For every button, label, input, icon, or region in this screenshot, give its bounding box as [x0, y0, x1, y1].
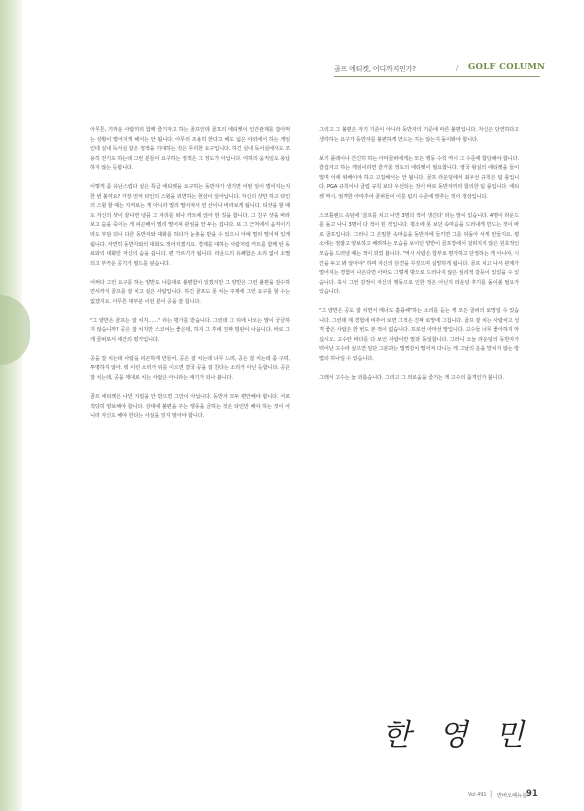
footer-magazine: 반버오페뉴실 [497, 793, 528, 799]
paragraph: 어쩌다 그런 요구를 하는 양반도 나름대로 불편함이 있겠지만 그 양반은 그런 불편을 감수하면서까지 골프를 잘 치고 싶은 사람입니다. 하긴 골프도 못 치는 주제에 그런 요구를 할 수는 없겠지요. 아무튼 대부분 이런 분이 공을 잘 칩니다. [90, 279, 290, 305]
paragraph: 아무튼, 기까운 사람끼리 함께 즐기자고 하는 골프인데 골프의 에티켓이 인간관계를 잡아먹는 상황이 벌어지게 해서는 안 됩니다. 아무리 조용히 한다고 해도 넓은 야외에서 하는 게임인데 실내 독서실 같은 정적을 기대하는 것은 무리한 요구입니다. 하긴 실내 독서실에서도 조용히 걷기도 하는데 그런 분들이 요구하는 정적은 그 정도가 아닙니다. 여하의 움직임도 용납하지 않는 듯합니다. [90, 127, 290, 172]
paragraph: "그 양반은 골프는 잘 치지……" 라는 평가를 받습니다. 그런데 그 뒤에 나오는 말이 궁금하지 않습니까? 공은 잘 치지만 스코어는 좋은데, 하지 그 후에 진짜 평판이 나옵니다. 바로 그게 골퍼로서 세간의 평가입니다. [90, 317, 290, 343]
footer-volume: Vol.491 [468, 792, 487, 798]
page-number: 91 [526, 789, 538, 799]
column-header-label: GOLF COLUMN [468, 62, 546, 72]
author-signature: 한 영 민 [382, 718, 534, 753]
paragraph: 공을 잘 치는데 사람을 피곤하게 만들어, 공은 잘 치는데 너무 느려, 공은 잘 치는데 좀 구려, 투명하지 않아. 뭐 이런 소리가 뒤를 이으면 결국 공을 잘 친다는 소리가 아닌 듯합니다. 공은 잘 치는데, 공을 제대로 치는 사람은 아니라는 얘기가 되나 봅니다. [90, 355, 290, 382]
paragraph: 이렇게 좀 유난스럽다 싶은 특급 에티켓을 요구하는 동반자가 생기면 어떤 일이 벌어지는지 한 번 볼까요? 가장 먼저 타인의 스윙을 외면하는 현상이 일어납니다. 자신의 샷만 하고 타인의 스윙 할 때는 지켜보는 게 아니라 멀리 떨어져서 먼 산이나 바라보게 됩니다. 티샷을 할 때도 자신의 샷이 끝나면 냉큼 그 자리를 떠나 카트에 앉아 딴 짓을 합니다. 그 친구 샷을 바라보고 숨을 죽이는 게 피곤해서 멀리 떨어져 관심을 안 두는 겁니다. 또 그 근처에서 움직이기라도 부담 되니 다른 동반자와 대화를 하다가 눈총을 받을 수 있으니 아예 멀리 떨어져 있게 됩니다. 자연히 동반자와의 대화도 적어지겠지요. 경계를 대하는 사람처럼 카트를 함께 탄 동료와의 대화만 자신의 숨을 쉽니다. 편 가르기가 됩니다. 라운드의 유쾌함은 소리 없이 소멸되고 부카운 공기가 필드를 덮습니다. [90, 184, 290, 267]
paragraph: "그 양반은 공도 잘 치면서 매너도 훌륭해"하는 소리를 듣는 게 모든 골퍼의 로망일 수 있습니다. 그런데 제 경험에 비추어 보면 그것은 진짜 로망에 그칩니다. 골프 잘 치는 사람치고 성격 좋은 사람은 한 번도 본 적이 없습니다. 프로선 아마선 말입니다. 고수들 너무 좋아하지 마십시오. 고수란 바다를 다 보인 사람이란 말과 동일합니다. 그러니 오늘 라운딩의 동반자가 뛰어난 고수라 싶으면 일단 그분과는 멀찍감치 떨어져 다니는 게 그날의 운을 망치지 않는 방법의 하나일 수 있습니다. [319, 308, 519, 362]
header-rule [334, 76, 540, 77]
column-header-title: 골프 에티켓, 어디까지인가? [334, 65, 416, 73]
paragraph: 그리고 그 불편은 자기 기준이 아니라 동반자의 기준에 따른 불편입니다. 자신은 당연하다고 생각하는 요구가 동반자를 불편하게 만드는 지는 않는지 돌이봐야 합니다. [319, 127, 519, 143]
paragraph: 골프 에티켓은 나만 지킬을 안 받으면 그만이 아닙니다. 동반자 모두 편안해야 합니다. 서로 적당히 양보해야 합니다. 상대에 불편을 주는 행동을 금하는 것은 타인만 해야 하는 것이 아니라 자신도 해야 한다는 사실을 잊지 말아야 합니다. [90, 394, 290, 420]
right-text-column [319, 126, 519, 393]
paragraph: 보기 플레이나 간신히 하는 아마골퍼에게는 모든 행동 수칙 역시 그 수준에 합당해야 합니다. 즐겁자고 하는 게임이라면 즐거울 정도의 에티켓이 필요합니다. 영국 왕실의 에티켓을 들이밀며 이에 위배이야 하고 고집해서는 안 됩니다. 골프 라운딩에서 최우선 규칙은 팀 룰입니다. PGA 규칙이나 클럽 규칙 보다 우선되는 것이 바로 동반자끼리 합의한 팀 룰입니다. 에티켓 역시, 엄격한 아마추어 골퍼들이 이룬 팀의 수준에 맞추는 것이 정상입니다. [319, 155, 519, 200]
column-header-separator: / [456, 64, 459, 72]
left-text-column [90, 126, 290, 431]
left-edge-decoration [0, 0, 22, 811]
paragraph: 스코틀랜드 속담에 '골프를 치고 나면 3명의 적이 생긴다' 라는 말이 있습니다. 4명이 라운드를 돌고 나니 3명이 다 적이 된 것입니다. 평소에 못 보던 속마음을 드러내게 만드는 것이 바로 골프입니다. 그러니 그 은밀한 속마음을 동반자에 들키면 그를 뒤돌아 서게 만들지요. 평소에는 점잖고 양보하고 배려하는 모습을 보이던 양반이 골프장에서 걸려지지 않은 원초적인 모습을 드러낼 때는 적이 되었 봅니다. "역시 사람은 함부로 평가하고 단정하는 게 아니야, 시간을 두고 봐 알아야" 하며 자신의 단견을 꾸짖으며 실망하게 됩니다. 골프 치고 나서 관계가 멀어지는 경험이 나온다면 아마도 그렇게 밖으로 드러나지 않은 심리적 갈등이 있었을 수 있습니다. 혹시 그런 감정이 자신의 행동으로 인한 것은 아닌지 라운딩 후기를 돌이볼 필요가 있습니다. [319, 212, 519, 296]
paragraph: 그래서 고수는 늘 외롭습니다. 그리고 그 외로움을 즐기는 게 고수의 품격인가 봅니다. [319, 375, 504, 382]
left-edge-leaf [0, 295, 30, 365]
footer-divider: | [490, 790, 493, 798]
